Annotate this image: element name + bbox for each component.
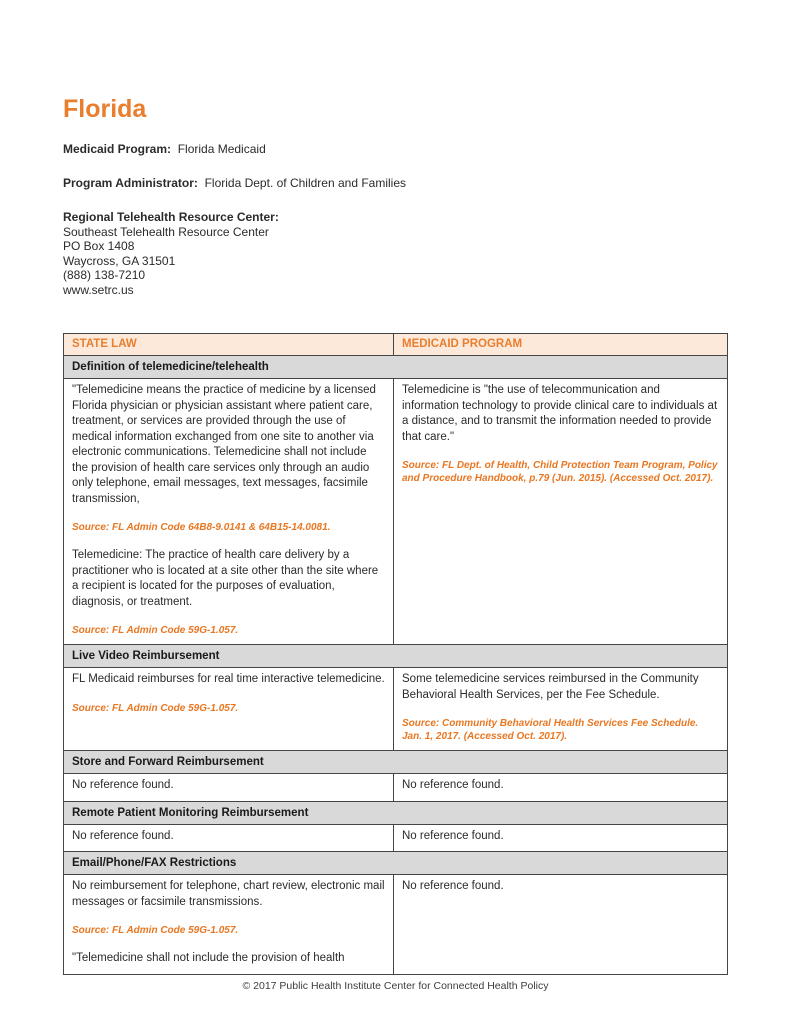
medicaid-program-cell (394, 875, 728, 975)
paragraph: No reference found. (402, 880, 504, 892)
table-content-row (64, 668, 728, 751)
table-section-header: Store and Forward Reimbursement (64, 751, 728, 774)
table-section-header-row (64, 356, 728, 379)
state-law-cell (64, 379, 394, 645)
rtrc-line: www.setrc.us (63, 282, 134, 297)
state-law-cell (64, 774, 394, 802)
rtrc-line: Southeast Telehealth Resource Center (63, 224, 269, 239)
rtrc-label: Regional Telehealth Resource Center: (63, 210, 279, 224)
source-citation: Source: FL Admin Code 59G-1.057. (72, 625, 239, 636)
table-section-header: Email/Phone/FAX Restrictions (64, 852, 728, 875)
source-citation: Source: FL Admin Code 59G-1.057. (72, 702, 239, 714)
table-content-row (64, 824, 728, 852)
table-header-row (64, 334, 728, 356)
paragraph: Telemedicine: The practice of health care delivery by a practitioner who is located at a site other than the site where a recipient is located for the purposes of evaluation, diagnosis, or treatment. (72, 549, 379, 608)
rtrc-lines (63, 225, 728, 298)
page-content (63, 0, 728, 975)
program-administrator-value: Florida Dept. of Children and Families (204, 176, 406, 190)
table-section-header-row (64, 645, 728, 668)
source-citation: Source: FL Admin Code 64B8-9.0141 & 64B15-14.0081. (72, 522, 331, 533)
policy-table (63, 333, 728, 975)
rtrc-line: Waycross, GA 31501 (63, 253, 176, 268)
paragraph: No reference found. (72, 779, 174, 791)
rtrc-block (63, 210, 728, 297)
medicaid-program-line (63, 142, 728, 157)
table-section-header-row (64, 751, 728, 774)
rtrc-line: (888) 138-7210 (63, 268, 146, 282)
medicaid-program-cell (394, 774, 728, 802)
medicaid-program-cell (394, 668, 728, 751)
table-section-header-row (64, 801, 728, 824)
column-header-state-law: STATE LAW (64, 334, 394, 356)
paragraph: "Telemedicine shall not include the provision of health (72, 952, 345, 964)
medicaid-program-cell (394, 379, 728, 645)
medicaid-program-cell (394, 824, 728, 852)
paragraph: Telemedicine is "the use of telecommunication and information technology to provide clinical care to individuals at a distance, and to transmit the information needed to provide that care." (402, 384, 718, 443)
paragraph: FL Medicaid reimburses for real time interactive telemedicine. (72, 673, 385, 685)
source-citation: Source: Community Behavioral Health Services Fee Schedule. Jan. 1, 2017. (Accessed Oct. 2017). (402, 718, 699, 742)
state-law-cell (64, 875, 394, 975)
table-section-header-row (64, 852, 728, 875)
page-footer: © 2017 Public Health Institute Center for Connected Health Policy (242, 980, 549, 992)
paragraph: No reference found. (402, 779, 504, 791)
column-header-medicaid-program: MEDICAID PROGRAM (394, 334, 728, 356)
state-law-cell (64, 668, 394, 751)
program-administrator-label: Program Administrator: (63, 176, 198, 190)
medicaid-program-label: Medicaid Program: (63, 142, 172, 156)
paragraph: No reimbursement for telephone, chart review, electronic mail messages or facsimile transmissions. (72, 880, 385, 908)
source-citation: Source: FL Admin Code 59G-1.057. (72, 925, 239, 936)
page-title: Florida (63, 95, 147, 123)
paragraph: No reference found. (72, 829, 174, 842)
program-administrator-line (63, 176, 728, 191)
paragraph: No reference found. (402, 829, 504, 842)
paragraph: "Telemedicine means the practice of medicine by a licensed Florida physician or physician assistant where patient care, treatment, or services are provided through the use of medical information exchanged from one site to another via electronic communications. Telemedicine shall not include the provision of health care services only through an audio only telephone, email messages, text messages, facsimile transmission, (72, 384, 376, 505)
state-law-cell (64, 824, 394, 852)
table-content-row (64, 875, 728, 975)
table-section-header: Live Video Reimbursement (64, 645, 728, 668)
table-section-header: Remote Patient Monitoring Reimbursement (64, 801, 728, 824)
rtrc-line: PO Box 1408 (63, 239, 135, 253)
table-section-header: Definition of telemedicine/telehealth (64, 356, 728, 379)
paragraph: Some telemedicine services reimbursed in the Community Behavioral Health Services, per the Fee Schedule. (402, 673, 699, 701)
medicaid-program-value: Florida Medicaid (177, 142, 266, 156)
table-content-row (64, 379, 728, 645)
source-citation: Source: FL Dept. of Health, Child Protection Team Program, Policy and Procedure Handbook, p.79 (Jun. 2015). (Accessed Oct. 2017). (402, 460, 718, 484)
table-content-row (64, 774, 728, 802)
